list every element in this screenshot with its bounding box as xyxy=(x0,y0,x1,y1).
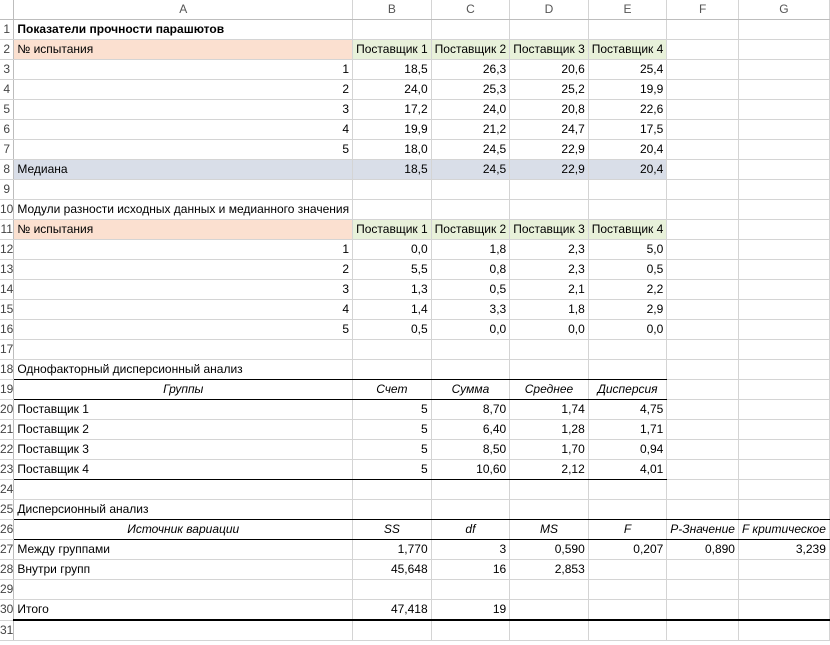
sheet-row xyxy=(0,560,829,580)
row-header[interactable]: 13 xyxy=(0,260,14,280)
cell-e27[interactable]: 0,207 xyxy=(588,540,667,560)
cell-a31[interactable] xyxy=(14,620,353,640)
cell-c25[interactable] xyxy=(431,500,510,520)
cell-c29[interactable] xyxy=(431,580,510,600)
cell-e3[interactable]: 25,4 xyxy=(588,60,667,80)
cell-c16[interactable]: 0,0 xyxy=(431,320,510,340)
cell-g15[interactable] xyxy=(738,300,829,320)
cell-c26[interactable]: df xyxy=(431,520,510,540)
cell-c18[interactable] xyxy=(431,360,510,380)
cell-e11[interactable]: Поставщик 4 xyxy=(588,220,667,240)
cell-f24[interactable] xyxy=(667,480,739,500)
sheet-row xyxy=(0,360,829,380)
cell-f15[interactable] xyxy=(667,300,739,320)
cell-f9[interactable] xyxy=(667,180,739,200)
cell-a10[interactable]: Модули разности исходных данных и медианного значения xyxy=(14,200,353,220)
cell-b3[interactable]: 18,5 xyxy=(353,60,432,80)
cell-e4[interactable]: 19,9 xyxy=(588,80,667,100)
cell-d17[interactable] xyxy=(510,340,589,360)
cell-b21[interactable]: 5 xyxy=(353,420,432,440)
cell-b17[interactable] xyxy=(353,340,432,360)
cell-g6[interactable] xyxy=(738,120,829,140)
column-header-e[interactable]: E xyxy=(588,0,667,20)
cell-b16[interactable]: 0,5 xyxy=(353,320,432,340)
cell-d19[interactable]: Среднее xyxy=(510,380,589,400)
cell-a5[interactable]: 3 xyxy=(14,100,353,120)
cell-a14[interactable]: 3 xyxy=(14,280,353,300)
sheet-row xyxy=(0,80,829,100)
cell-e25[interactable] xyxy=(588,500,667,520)
cell-c11[interactable]: Поставщик 2 xyxy=(431,220,510,240)
cell-d27[interactable]: 0,590 xyxy=(510,540,589,560)
cell-a20[interactable]: Поставщик 1 xyxy=(14,400,353,420)
cell-f18[interactable] xyxy=(667,360,739,380)
cell-e9[interactable] xyxy=(588,180,667,200)
cell-b20[interactable]: 5 xyxy=(353,400,432,420)
cell-d21[interactable]: 1,28 xyxy=(510,420,589,440)
cell-f22[interactable] xyxy=(667,440,739,460)
cell-f23[interactable] xyxy=(667,460,739,480)
cell-e19[interactable]: Дисперсия xyxy=(588,380,667,400)
cell-b5[interactable]: 17,2 xyxy=(353,100,432,120)
cell-g2[interactable] xyxy=(738,40,829,60)
cell-a28[interactable]: Внутри групп xyxy=(14,560,353,580)
cell-c19[interactable]: Сумма xyxy=(431,380,510,400)
cell-d11[interactable]: Поставщик 3 xyxy=(510,220,589,240)
cell-e31[interactable] xyxy=(588,620,667,640)
cell-d4[interactable]: 25,2 xyxy=(510,80,589,100)
cell-c7[interactable]: 24,5 xyxy=(431,140,510,160)
cell-f30[interactable] xyxy=(667,600,739,621)
row-header[interactable]: 14 xyxy=(0,280,14,300)
cell-d24[interactable] xyxy=(510,480,589,500)
row-header[interactable]: 28 xyxy=(0,560,14,580)
cell-a18[interactable]: Однофакторный дисперсионный анализ xyxy=(14,360,353,380)
row-header[interactable]: 26 xyxy=(0,520,14,540)
cell-g14[interactable] xyxy=(738,280,829,300)
cell-c28[interactable]: 16 xyxy=(431,560,510,580)
cell-d13[interactable]: 2,3 xyxy=(510,260,589,280)
cell-g22[interactable] xyxy=(738,440,829,460)
sheet-row xyxy=(0,500,829,520)
cell-c24[interactable] xyxy=(431,480,510,500)
cell-c31[interactable] xyxy=(431,620,510,640)
cell-e26[interactable]: F xyxy=(588,520,667,540)
cell-g13[interactable] xyxy=(738,260,829,280)
cell-b13[interactable]: 5,5 xyxy=(353,260,432,280)
cell-a8[interactable]: Медиана xyxy=(14,160,353,180)
cell-e8[interactable]: 20,4 xyxy=(588,160,667,180)
cell-a12[interactable]: 1 xyxy=(14,240,353,260)
cell-b30[interactable]: 47,418 xyxy=(353,600,432,621)
cell-b28[interactable]: 45,648 xyxy=(353,560,432,580)
cell-f26[interactable]: P-Значение xyxy=(667,520,739,540)
cell-g4[interactable] xyxy=(738,80,829,100)
sheet-row xyxy=(0,180,829,200)
row-header[interactable]: 30 xyxy=(0,600,14,621)
cell-e15[interactable]: 2,9 xyxy=(588,300,667,320)
cell-b29[interactable] xyxy=(353,580,432,600)
cell-g5[interactable] xyxy=(738,100,829,120)
cell-e22[interactable]: 0,94 xyxy=(588,440,667,460)
sheet-row xyxy=(0,620,829,640)
cell-c5[interactable]: 24,0 xyxy=(431,100,510,120)
cell-e28[interactable] xyxy=(588,560,667,580)
sheet-row xyxy=(0,480,829,500)
sheet-row xyxy=(0,60,829,80)
row-header[interactable]: 27 xyxy=(0,540,14,560)
cell-b31[interactable] xyxy=(353,620,432,640)
cell-a25[interactable]: Дисперсионный анализ xyxy=(14,500,353,520)
cell-e17[interactable] xyxy=(588,340,667,360)
cell-g26[interactable]: F критическое xyxy=(738,520,829,540)
sheet-row xyxy=(0,540,829,560)
cell-f5[interactable] xyxy=(667,100,739,120)
row-header[interactable]: 12 xyxy=(0,240,14,260)
row-header[interactable]: 24 xyxy=(0,480,14,500)
cell-c14[interactable]: 0,5 xyxy=(431,280,510,300)
column-header-g[interactable]: G xyxy=(738,0,829,20)
cell-c1[interactable] xyxy=(431,20,510,40)
row-header[interactable]: 21 xyxy=(0,420,14,440)
column-header-b[interactable]: B xyxy=(353,0,432,20)
cell-g12[interactable] xyxy=(738,240,829,260)
cell-d9[interactable] xyxy=(510,180,589,200)
cell-a13[interactable]: 2 xyxy=(14,260,353,280)
cell-f7[interactable] xyxy=(667,140,739,160)
sheet-row xyxy=(0,400,829,420)
cell-f27[interactable]: 0,890 xyxy=(667,540,739,560)
cell-d6[interactable]: 24,7 xyxy=(510,120,589,140)
select-all-corner[interactable] xyxy=(0,0,14,20)
cell-d2[interactable]: Поставщик 3 xyxy=(510,40,589,60)
cell-b14[interactable]: 1,3 xyxy=(353,280,432,300)
row-header[interactable]: 2 xyxy=(0,40,14,60)
sheet-row xyxy=(0,440,829,460)
cell-c3[interactable]: 26,3 xyxy=(431,60,510,80)
cell-d28[interactable]: 2,853 xyxy=(510,560,589,580)
cell-c4[interactable]: 25,3 xyxy=(431,80,510,100)
cell-g16[interactable] xyxy=(738,320,829,340)
cell-b6[interactable]: 19,9 xyxy=(353,120,432,140)
cell-f6[interactable] xyxy=(667,120,739,140)
cell-g8[interactable] xyxy=(738,160,829,180)
cell-b22[interactable]: 5 xyxy=(353,440,432,460)
row-header[interactable]: 15 xyxy=(0,300,14,320)
cell-a2[interactable]: № испытания xyxy=(14,40,353,60)
row-header[interactable]: 10 xyxy=(0,200,14,220)
cell-g19[interactable] xyxy=(738,380,829,400)
sheet-row xyxy=(0,240,829,260)
cell-d15[interactable]: 1,8 xyxy=(510,300,589,320)
cell-f29[interactable] xyxy=(667,580,739,600)
cell-e29[interactable] xyxy=(588,580,667,600)
cell-c10[interactable] xyxy=(431,200,510,220)
cell-d22[interactable]: 1,70 xyxy=(510,440,589,460)
sheet-row xyxy=(0,200,829,220)
sheet-row xyxy=(0,120,829,140)
cell-e13[interactable]: 0,5 xyxy=(588,260,667,280)
cell-g20[interactable] xyxy=(738,400,829,420)
cell-a22[interactable]: Поставщик 3 xyxy=(14,440,353,460)
cell-g31[interactable] xyxy=(738,620,829,640)
cell-c17[interactable] xyxy=(431,340,510,360)
cell-e10[interactable] xyxy=(588,200,667,220)
cell-g11[interactable] xyxy=(738,220,829,240)
sheet-row xyxy=(0,520,829,540)
cell-d5[interactable]: 20,8 xyxy=(510,100,589,120)
cell-d7[interactable]: 22,9 xyxy=(510,140,589,160)
sheet-row xyxy=(0,320,829,340)
cell-g27[interactable]: 3,239 xyxy=(738,540,829,560)
cell-f2[interactable] xyxy=(667,40,739,60)
sheet-row xyxy=(0,220,829,240)
cell-f21[interactable] xyxy=(667,420,739,440)
cell-g18[interactable] xyxy=(738,360,829,380)
row-header[interactable]: 18 xyxy=(0,360,14,380)
cell-f13[interactable] xyxy=(667,260,739,280)
cell-f8[interactable] xyxy=(667,160,739,180)
column-header-c[interactable]: C xyxy=(431,0,510,20)
cell-g21[interactable] xyxy=(738,420,829,440)
cell-e20[interactable]: 4,75 xyxy=(588,400,667,420)
cell-d1[interactable] xyxy=(510,20,589,40)
sheet-row xyxy=(0,140,829,160)
cell-g24[interactable] xyxy=(738,480,829,500)
cell-a26[interactable]: Источник вариации xyxy=(14,520,353,540)
cell-a29[interactable] xyxy=(14,580,353,600)
row-header[interactable]: 31 xyxy=(0,620,14,640)
cell-g3[interactable] xyxy=(738,60,829,80)
cell-e14[interactable]: 2,2 xyxy=(588,280,667,300)
cell-d8[interactable]: 22,9 xyxy=(510,160,589,180)
cell-d20[interactable]: 1,74 xyxy=(510,400,589,420)
row-header[interactable]: 16 xyxy=(0,320,14,340)
cell-f12[interactable] xyxy=(667,240,739,260)
row-header[interactable]: 22 xyxy=(0,440,14,460)
cell-c27[interactable]: 3 xyxy=(431,540,510,560)
cell-e30[interactable] xyxy=(588,600,667,621)
cell-g7[interactable] xyxy=(738,140,829,160)
cell-d12[interactable]: 2,3 xyxy=(510,240,589,260)
row-header[interactable]: 4 xyxy=(0,80,14,100)
cell-d14[interactable]: 2,1 xyxy=(510,280,589,300)
cell-g29[interactable] xyxy=(738,580,829,600)
cell-a23[interactable]: Поставщик 4 xyxy=(14,460,353,480)
cell-c2[interactable]: Поставщик 2 xyxy=(431,40,510,60)
cell-c21[interactable]: 6,40 xyxy=(431,420,510,440)
cell-e18[interactable] xyxy=(588,360,667,380)
cell-c30[interactable]: 19 xyxy=(431,600,510,621)
cell-c6[interactable]: 21,2 xyxy=(431,120,510,140)
sheet-row xyxy=(0,460,829,480)
cell-c8[interactable]: 24,5 xyxy=(431,160,510,180)
cell-a1[interactable]: Показатели прочности парашютов xyxy=(14,20,353,40)
row-header[interactable]: 8 xyxy=(0,160,14,180)
cell-f19[interactable] xyxy=(667,380,739,400)
cell-b18[interactable] xyxy=(353,360,432,380)
cell-f20[interactable] xyxy=(667,400,739,420)
cell-f3[interactable] xyxy=(667,60,739,80)
cell-f14[interactable] xyxy=(667,280,739,300)
cell-f1[interactable] xyxy=(667,20,739,40)
cell-c9[interactable] xyxy=(431,180,510,200)
cell-e24[interactable] xyxy=(588,480,667,500)
sheet-row xyxy=(0,340,829,360)
cell-a21[interactable]: Поставщик 2 xyxy=(14,420,353,440)
cell-a15[interactable]: 4 xyxy=(14,300,353,320)
cell-f31[interactable] xyxy=(667,620,739,640)
cell-a9[interactable] xyxy=(14,180,353,200)
cell-g10[interactable] xyxy=(738,200,829,220)
cell-f10[interactable] xyxy=(667,200,739,220)
sheet-row xyxy=(0,260,829,280)
cell-d23[interactable]: 2,12 xyxy=(510,460,589,480)
sheet-row xyxy=(0,280,829,300)
column-header-f[interactable]: F xyxy=(667,0,739,20)
cell-g17[interactable] xyxy=(738,340,829,360)
row-header[interactable]: 23 xyxy=(0,460,14,480)
cell-f28[interactable] xyxy=(667,560,739,580)
cell-a19[interactable]: Группы xyxy=(14,380,353,400)
sheet-row xyxy=(0,580,829,600)
cell-b24[interactable] xyxy=(353,480,432,500)
cell-d10[interactable] xyxy=(510,200,589,220)
cell-a24[interactable] xyxy=(14,480,353,500)
cell-g30[interactable] xyxy=(738,600,829,621)
cell-d30[interactable] xyxy=(510,600,589,621)
cell-d26[interactable]: MS xyxy=(510,520,589,540)
cell-e1[interactable] xyxy=(588,20,667,40)
sheet-row xyxy=(0,40,829,60)
cell-b4[interactable]: 24,0 xyxy=(353,80,432,100)
cell-e6[interactable]: 17,5 xyxy=(588,120,667,140)
cell-a17[interactable] xyxy=(14,340,353,360)
cell-b25[interactable] xyxy=(353,500,432,520)
cell-b12[interactable]: 0,0 xyxy=(353,240,432,260)
cell-e7[interactable]: 20,4 xyxy=(588,140,667,160)
cell-b9[interactable] xyxy=(353,180,432,200)
cell-c22[interactable]: 8,50 xyxy=(431,440,510,460)
cell-g25[interactable] xyxy=(738,500,829,520)
cell-g1[interactable] xyxy=(738,20,829,40)
cell-d3[interactable]: 20,6 xyxy=(510,60,589,80)
cell-g28[interactable] xyxy=(738,560,829,580)
cell-g23[interactable] xyxy=(738,460,829,480)
cell-e16[interactable]: 0,0 xyxy=(588,320,667,340)
row-header[interactable]: 29 xyxy=(0,580,14,600)
cell-e23[interactable]: 4,01 xyxy=(588,460,667,480)
cell-a7[interactable]: 5 xyxy=(14,140,353,160)
cell-a27[interactable]: Между группами xyxy=(14,540,353,560)
row-header[interactable]: 11 xyxy=(0,220,14,240)
cell-b7[interactable]: 18,0 xyxy=(353,140,432,160)
cell-b27[interactable]: 1,770 xyxy=(353,540,432,560)
cell-f4[interactable] xyxy=(667,80,739,100)
cell-a3[interactable]: 1 xyxy=(14,60,353,80)
cell-b23[interactable]: 5 xyxy=(353,460,432,480)
cell-b11[interactable]: Поставщик 1 xyxy=(353,220,432,240)
cell-b26[interactable]: SS xyxy=(353,520,432,540)
sheet-row xyxy=(0,20,829,40)
cell-f17[interactable] xyxy=(667,340,739,360)
cell-b15[interactable]: 1,4 xyxy=(353,300,432,320)
cell-b2[interactable]: Поставщик 1 xyxy=(353,40,432,60)
cell-b10[interactable] xyxy=(353,200,432,220)
cell-b8[interactable]: 18,5 xyxy=(353,160,432,180)
cell-d18[interactable] xyxy=(510,360,589,380)
cell-e21[interactable]: 1,71 xyxy=(588,420,667,440)
column-header-a[interactable]: A xyxy=(14,0,353,20)
cell-c15[interactable]: 3,3 xyxy=(431,300,510,320)
cell-c20[interactable]: 8,70 xyxy=(431,400,510,420)
cell-d31[interactable] xyxy=(510,620,589,640)
cell-c12[interactable]: 1,8 xyxy=(431,240,510,260)
row-header[interactable]: 6 xyxy=(0,120,14,140)
cell-e12[interactable]: 5,0 xyxy=(588,240,667,260)
cell-b19[interactable]: Счет xyxy=(353,380,432,400)
row-header[interactable]: 19 xyxy=(0,380,14,400)
cell-f11[interactable] xyxy=(667,220,739,240)
cell-d16[interactable]: 0,0 xyxy=(510,320,589,340)
cell-d29[interactable] xyxy=(510,580,589,600)
cell-a6[interactable]: 4 xyxy=(14,120,353,140)
cell-a11[interactable]: № испытания xyxy=(14,220,353,240)
row-header[interactable]: 1 xyxy=(0,20,14,40)
cell-a30[interactable]: Итого xyxy=(14,600,353,621)
cell-c13[interactable]: 0,8 xyxy=(431,260,510,280)
sheet-row xyxy=(0,100,829,120)
sheet-row xyxy=(0,600,829,621)
cell-a4[interactable]: 2 xyxy=(14,80,353,100)
cell-e5[interactable]: 22,6 xyxy=(588,100,667,120)
row-header[interactable]: 20 xyxy=(0,400,14,420)
sheet-row xyxy=(0,420,829,440)
cell-f25[interactable] xyxy=(667,500,739,520)
row-header[interactable]: 3 xyxy=(0,60,14,80)
column-header-d[interactable]: D xyxy=(510,0,589,20)
sheet-row xyxy=(0,160,829,180)
sheet-row xyxy=(0,300,829,320)
row-header[interactable]: 7 xyxy=(0,140,14,160)
row-header[interactable]: 17 xyxy=(0,340,14,360)
cell-c23[interactable]: 10,60 xyxy=(431,460,510,480)
cell-f16[interactable] xyxy=(667,320,739,340)
row-header[interactable]: 9 xyxy=(0,180,14,200)
row-header[interactable]: 25 xyxy=(0,500,14,520)
cell-a16[interactable]: 5 xyxy=(14,320,353,340)
cell-d25[interactable] xyxy=(510,500,589,520)
cell-g9[interactable] xyxy=(738,180,829,200)
cell-b1[interactable] xyxy=(353,20,432,40)
sheet-row xyxy=(0,380,829,400)
row-header[interactable]: 5 xyxy=(0,100,14,120)
cell-e2[interactable]: Поставщик 4 xyxy=(588,40,667,60)
